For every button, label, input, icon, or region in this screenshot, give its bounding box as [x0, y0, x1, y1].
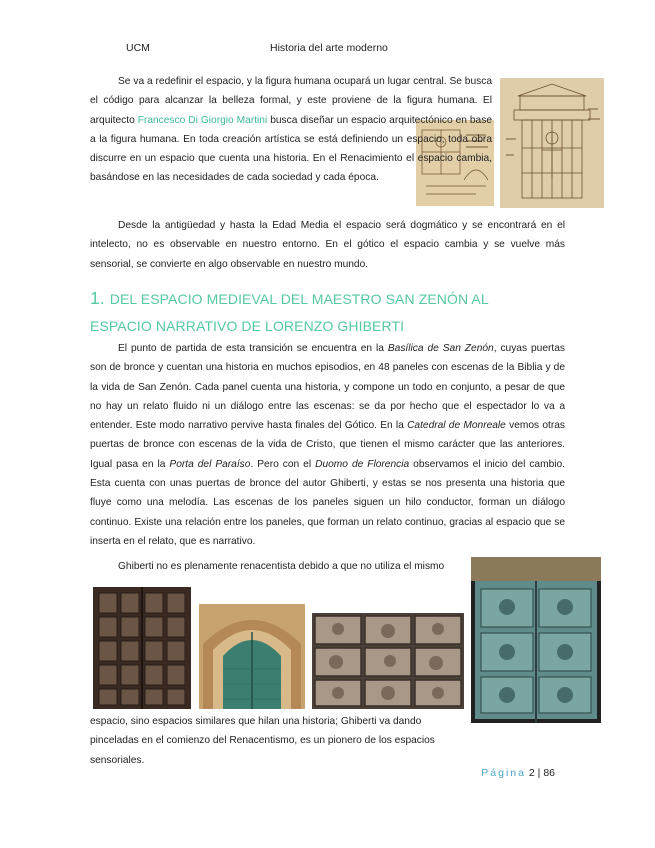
body-paragraph: [90, 339, 565, 551]
intro-text-end: busca diseñar un espacio arquitectónico en base a la figura humana. En toda creación artística se está definiendo un espacio, toda obra discurre en un espacio que cuenta una historia. En el Renacimiento el espacio cambia, basándose en las necesidades de cada sociedad y cada época.: [90, 114, 492, 184]
page-label: Página: [481, 767, 526, 779]
body-text: , cuyas puertas son de bronce y cuentan una historia en muchos episodios, en 48 paneles con escenas de la Biblia y de la vida de San Zenón. Cada panel cuenta una historia, y compone un todo en conjunto, a pesar de que no hay un relato fluido ni un diálogo entre las escenas: se da por hecho que el espectador lo va a entender. Este modo narrativo pervive hasta finales del Gótico. En la: [90, 343, 565, 432]
basilica-name: Basílica de San Zenón: [387, 343, 494, 354]
duomo-door-image: [471, 557, 601, 723]
intro-text-start: Se va a redefinir el espacio, y la figura humana ocupará un lugar central. Se busca el código para alcanzar la belleza formal, y este proviene de la figura humana. El arquitecto: [90, 76, 492, 126]
intro-text-2: Desde la antigüedad y hasta la Edad Media el espacio será dogmático y se encontrará en el intelecto, no es observable en nuestro entorno. En el gótico el espacio cambia y se vuelve más sensorial, se convierte en algo observable en nuestro mundo.: [90, 220, 565, 270]
porta-door-image: [312, 613, 464, 709]
intro-paragraph-1: [90, 72, 492, 188]
san-zenon-door-image: [93, 587, 191, 709]
header-left: UCM: [126, 42, 150, 54]
page-footer: Página 2 | 86: [481, 767, 555, 779]
page-total: 86: [543, 767, 555, 779]
intro-paragraph-2: [90, 216, 565, 274]
duomo-name: Duomo de Florencia: [315, 458, 410, 470]
section-heading-line-2: [90, 311, 404, 340]
closing-paragraph: [90, 712, 470, 770]
cathedral-name: Catedral de Monreale: [407, 420, 506, 432]
author-link[interactable]: Francesco Di Giorgio Martini: [137, 114, 268, 126]
page-number: 2: [528, 767, 535, 779]
body-text: El punto de partida de esta transición se encuentra en la: [118, 343, 388, 354]
section-number: 1.: [90, 288, 105, 308]
header-title: Historia del arte moderno: [270, 42, 388, 54]
section-heading-line-1: [90, 284, 489, 313]
section-title-2: ESPACIO NARRATIVO DE LORENZO GHIBERTI: [90, 318, 405, 334]
architecture-drawing-large: [500, 78, 604, 208]
section-title-1: DEL ESPACIO MEDIEVAL DEL MAESTRO SAN ZENÓN AL: [109, 291, 489, 307]
closing-text: espacio, sino espacios similares que hilan una historia; Ghiberti va dando pinceladas en el comienzo del Renacentismo, es un pionero de los espacios sensoriales.: [90, 716, 435, 766]
porta-name: Porta del Paraíso: [169, 458, 251, 470]
ghiberti-line: [90, 557, 462, 576]
ghiberti-text: Ghiberti no es plenamente renacentista debido a que no utiliza el mismo: [118, 561, 445, 572]
body-text: . Pero con el: [250, 458, 316, 470]
monreale-door-image: [199, 604, 305, 709]
body-text: vemos otras puertas de bronce con escenas de la vida de Cristo, que tienen el mismo carácter que las anteriores. Igual pasa en la: [90, 420, 565, 470]
body-text: observamos el inicio del cambio. Esta cuenta con unas puertas de bronce del autor Ghiberti, y estas se nos presenta una historia que fluye como una melodía. Las escenas de los paneles siguen un hilo conductor, forman un diálogo continuo. Existe una relación entre los paneles, que forman un relato continuo, gracias al espacio que se inserta en el relato, que es narrativo.: [90, 458, 566, 547]
